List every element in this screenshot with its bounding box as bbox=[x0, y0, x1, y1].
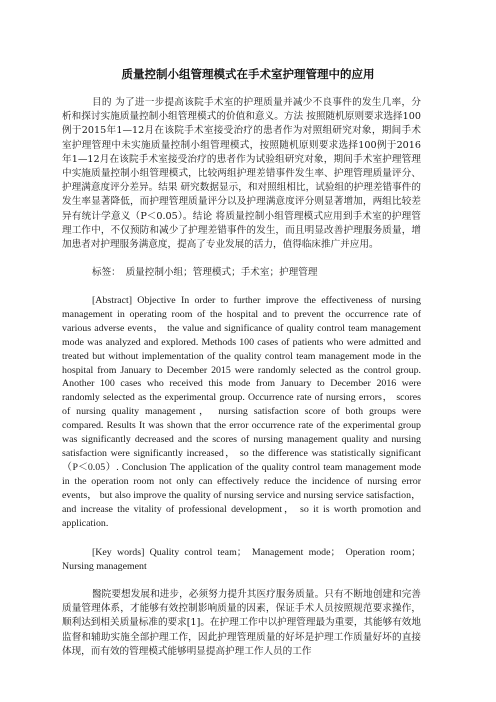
chinese-keywords bbox=[62, 266, 421, 280]
paper-title: 质量控制小组管理模式在手术室护理管理中的应用 bbox=[121, 67, 375, 81]
english-keywords-text: [Key words] Quality control team； Management mode； Operation room； Nursing management bbox=[62, 547, 421, 572]
body-paragraph bbox=[62, 588, 421, 659]
english-keywords bbox=[62, 546, 421, 574]
english-abstract-text: [Abstract] Objective In order to further improve the effectiveness of nursing management in operating room of the hospital and to prevent the occurrence rate of various adverse events， the value and significance of quality control team management mode was analyzed and explored. Methods 100 cases of patients who were admitted and treated but without implementation of the quality control team management mode in the hospital from January to December 2015 were randomly selected as the control group. Another 100 cases who received this mode from January to December 2016 were randomly selected as the experimental group. Occurrence rate of nursing errors， scores of nursing quality management， nursing satisfaction score of both groups were compared. Results It was shown that the error occurrence rate of the experimental group was significantly decreased and the scores of nursing management quality and nursing satisfaction were significantly increased， so the difference was statistically significant （P＜0.05）. Conclusion The application of the quality control team management mode in the operation room not only can effectively reduce the incidence of nursing error events， but also improve the quality of nursing service and nursing service satisfaction， and increase the vitality of professional development， so it is worth promotion and application. bbox=[62, 295, 421, 529]
english-abstract bbox=[62, 294, 421, 530]
chinese-abstract-text: 目的 为了进一步提高该院手术室的护理质量并减少不良事件的发生几率，分析和探讨实施质量控制小组管理模式的价值和意义。方法 按照随机原则要求选择100例于2015年1—12月在该院手术室接受治疗的患者作为对照组研究对象，期间手术室护理管理中未实施质量控制小组管理模式，按照随机原则要求选择100例于2016年1—12月在该院手术室接受治疗的患者作为试验组研究对象，期间手术室护理管理中实施质量控制小组管理模式，比较两组护理差错事件发生率、护理管理质量评分、护理满意度评分差异。结果 研究数据显示，和对照组相比，试验组的护理差错事件的发生率显著降低，而护理管理质量评分以及护理满意度评分则显著增加，两组比较差异有统计学意义（P＜0.05）。结论 将质量控制小组管理模式应用到手术室的护理管理工作中，不仅预防和减少了护理差错事件的发生，而且明显改善护理服务质量，增加患者对护理服务满意度，提高了专业发展的活力，值得临床推广并应用。 bbox=[62, 97, 421, 251]
body-paragraph-text: 醫院要想发展和进步，必须努力提升其医疗服务质量。只有不断地创建和完善质量管理体系，才能够有效控制影响质量的因素，保证手术人员按照规范要求操作，顺利达到相关质量标准的要求[1]。在护理工作中以护理管理最为重要，其能够有效地监督和辅助实施全部护理工作，因此护理管理质量的好坏是护理工作质量好坏的直接体现，而有效的管理模式能够明显提高护理工作人员的工作 bbox=[62, 589, 421, 657]
chinese-keywords-text: 标签： 质量控制小组；管理模式；手术室；护理管理 bbox=[92, 267, 318, 278]
chinese-abstract bbox=[62, 96, 421, 252]
